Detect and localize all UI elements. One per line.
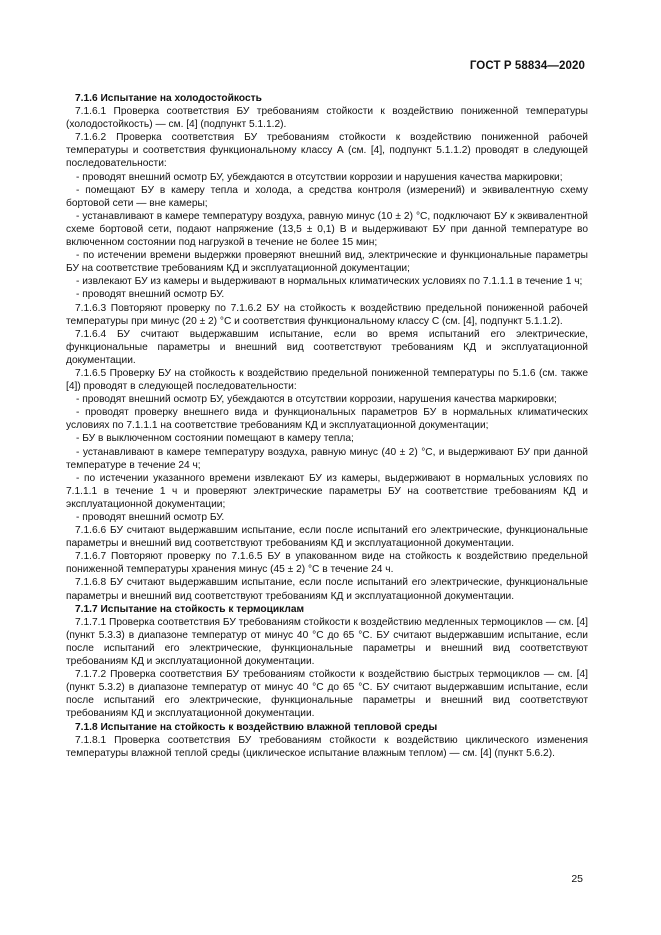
list-item: - устанавливают в камере температуру воздуха, равную минус (10 ± 2) °С, подключают БУ к эквивалентной схеме бортовой сети, подают напряжение (13,5 ± 0,1) В и выдерживают БУ при данной температуре во включенном состоянии под нагрузкой в течение не более 15 мин; — [66, 210, 588, 249]
paragraph: 7.1.6.1 Проверка соответствия БУ требованиям стойкости к воздействию пониженной температуры (холодостойкость) — см. [4] (подпункт 5.1.1.2). — [66, 106, 588, 131]
document-body — [66, 92, 588, 760]
list-item: - БУ в выключенном состоянии помещают в камеру тепла; — [76, 433, 354, 445]
list-item: - проводят внешний осмотр БУ, убеждаются в отсутствии коррозии и нарушения качества маркировки; — [76, 171, 563, 183]
section-heading: 7.1.7 Испытание на стойкость к термоциклам — [75, 603, 305, 615]
standard-header: ГОСТ Р 58834—2020 — [469, 60, 585, 72]
paragraph: 7.1.6.2 Проверка соответствия БУ требованиям стойкости к воздействию пониженной рабочей температуры и соответствия функциональному классу А (см. [4], подпункт 5.1.1.2) проводят в следующей последовательности: — [66, 132, 588, 170]
paragraph: 7.1.7.2 Проверка соответствия БУ требованиям стойкости к воздействию быстрых термоциклов — см. [4] (пункт 5.3.2) в диапазоне температур от минус 40 °С до 65 °С. БУ считают выдержавшим испытание, если после испытаний его электрические, функциональные параметры и внешний вид соответствуют требованиям КД и эксплуатационной документации. — [66, 669, 588, 720]
page-number: 25 — [571, 873, 583, 885]
paragraph: 7.1.6.4 БУ считают выдержавшим испытание, если во время испытаний его электрические, функциональные параметры и внешний вид соответствуют требованиям КД и эксплуатационной документации. — [66, 328, 588, 366]
paragraph: 7.1.7.1 Проверка соответствия БУ требованиям стойкости к воздействию медленных термоциклов — см. [4] (пункт 5.3.3) в диапазоне температур от минус 40 °С до 65 °С. БУ считают выдержавшим испытание, если после испытаний его электрические, функциональные параметры и внешний вид соответствуют требованиям КД и эксплуатационной документации. — [66, 616, 588, 668]
paragraph: 7.1.6.8 БУ считают выдержавшим испытание, если после испытаний его электрические, функциональные параметры и внешний вид соответствуют требованиям КД и эксплуатационной документации. — [66, 577, 588, 602]
list-item: - извлекают БУ из камеры и выдерживают в нормальных климатических условиях по 7.1.1.1 в течение 1 ч; — [76, 276, 583, 288]
list-item: - проводят внешний осмотр БУ. — [76, 289, 225, 301]
list-item: - помещают БУ в камеру тепла и холода, а средства контроля (измерений) и эквивалентную схему бортовой сети — вне камеры; — [66, 184, 588, 209]
list-item: - по истечении времени выдержки проверяют внешний вид, электрические и функциональные параметры БУ на соответствие требованиям КД и эксплуатационной документации; — [66, 250, 588, 275]
paragraph: 7.1.6.6 БУ считают выдержавшим испытание, если после испытаний его электрические, функциональные параметры и внешний вид соответствуют требованиям КД и эксплуатационной документации. — [66, 525, 588, 550]
list-item: - проводят внешний осмотр БУ, убеждаются в отсутствии коррозии, нарушения качества маркировки; — [76, 394, 557, 406]
section-heading: 7.1.8 Испытание на стойкость к воздействию влажной тепловой среды — [75, 721, 438, 733]
paragraph: 7.1.6.7 Повторяют проверку по 7.1.6.5 БУ в упакованном виде на стойкость к воздействию предельной пониженной температуры хранения минус (45 ± 2) °С в течение 24 ч. — [66, 551, 588, 576]
paragraph: 7.1.8.1 Проверка соответствия БУ требованиям стойкости к воздействию циклического изменения температуры влажной теплой среды (циклическое испытание влажным теплом) — см. [4] (пункт 5.6.2). — [66, 734, 588, 759]
list-item: - устанавливают в камере температуру воздуха, равную минус (40 ± 2) °С, и выдерживают БУ при данной температуре в течение 24 ч; — [66, 446, 588, 471]
list-item: - по истечении указанного времени извлекают БУ из камеры, выдерживают в нормальных условиях по 7.1.1.1 в течение 1 ч и проверяют электрические параметры БУ на соответствие требованиям КД и эксплуатационной документации; — [66, 472, 588, 510]
list-item: - проводят внешний осмотр БУ. — [76, 512, 225, 523]
list-item: - проводят проверку внешнего вида и функциональных параметров БУ в нормальных климатических условиях по 7.1.1.1 на соответствие требованиям КД и эксплуатационной документации; — [66, 407, 588, 432]
paragraph: 7.1.6.3 Повторяют проверку по 7.1.6.2 БУ на стойкость к воздействию предельной пониженной рабочей температуры при минус (20 ± 2) °С и соответствия функциональному классу С (см. [4], подпункт 5.1.1.2). — [66, 302, 588, 327]
paragraph: 7.1.6.5 Проверку БУ на стойкость к воздействию предельной пониженной температуры по 5.1.6 (см. также [4]) проводят в следующей последовательности: — [66, 367, 588, 393]
section-heading: 7.1.6 Испытание на холодостойкость — [75, 93, 262, 104]
